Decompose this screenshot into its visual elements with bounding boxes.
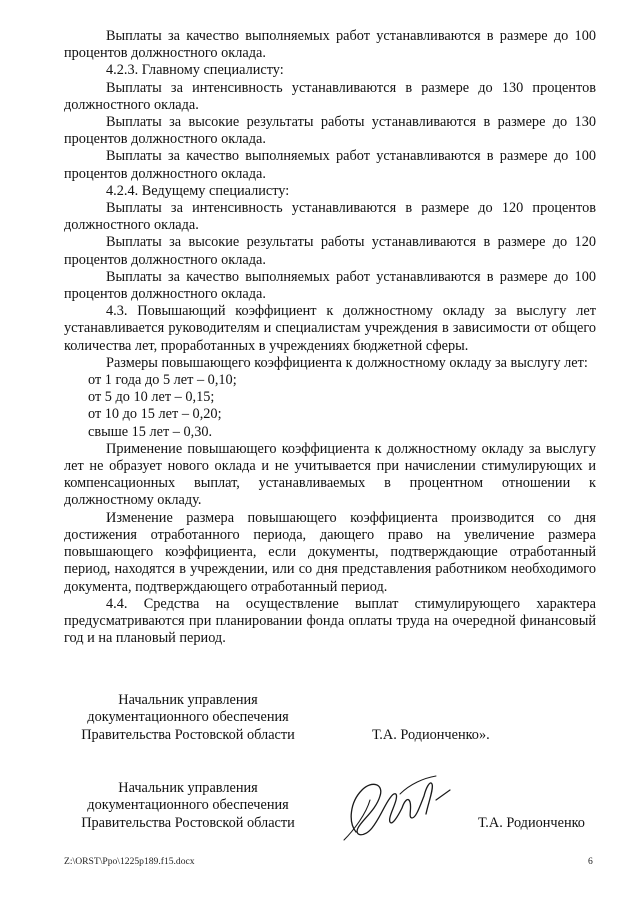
- signature-block-1-name: Т.А. Родионченко».: [372, 727, 490, 743]
- paragraph: Выплаты за высокие результаты работы устанавливаются в размере до 120 процентов должностного оклада.: [64, 234, 596, 268]
- section-heading: 4.2.3. Главному специалисту:: [106, 62, 284, 79]
- footer-file-path: Z:\ORST\Ppo\1225p189.f15.docx: [64, 856, 195, 867]
- signature-block-1-title: [60, 692, 316, 744]
- coefficient-item: от 1 года до 5 лет – 0,10;: [88, 372, 237, 389]
- paragraph: Выплаты за интенсивность устанавливаются в размере до 130 процентов должностного оклада.: [64, 79, 596, 113]
- signer-position-line: Правительства Ростовской области: [81, 814, 295, 831]
- paragraph: Выплаты за качество выполняемых работ устанавливаются в размере до 100 процентов должностного оклада.: [64, 28, 596, 62]
- signer-position-line: Начальник управления: [118, 692, 258, 708]
- coefficient-item: от 5 до 10 лет – 0,15;: [88, 389, 215, 406]
- paragraph: Выплаты за интенсивность устанавливаются в размере до 120 процентов должностного оклада.: [64, 200, 596, 234]
- coefficient-item: от 10 до 15 лет – 0,20;: [88, 406, 222, 423]
- signature-block-2-title: [60, 780, 316, 832]
- handwritten-signature: [340, 770, 460, 844]
- signature-block-2-name: Т.А. Родионченко: [478, 815, 585, 831]
- document-body: [64, 28, 596, 647]
- page-number: 6: [588, 856, 593, 867]
- signer-position-line: Правительства Ростовской области: [81, 726, 295, 743]
- signer-position-line: документационного обеспечения: [87, 709, 289, 726]
- paragraph: Выплаты за качество выполняемых работ устанавливаются в размере до 100 процентов должностного оклада.: [64, 268, 596, 303]
- signer-position-line: документационного обеспечения: [87, 797, 289, 814]
- paragraph: Изменение размера повышающего коэффициента производится со дня достижения отработанного периода, дающего право на увеличение размера повышающего коэффициента, если документы, подтверждающие отработанный период, находятся в учреждении, или со дня представления работником необходимого документа, подтверждающего отработанный период.: [64, 509, 596, 595]
- section-heading: 4.2.4. Ведущему специалисту:: [106, 182, 290, 199]
- paragraph: Размеры повышающего коэффициента к должностному окладу за выслугу лет:: [106, 354, 588, 371]
- paragraph: 4.4. Средства на осуществление выплат стимулирующего характера предусматриваются при планировании фонда оплаты труда на очередной финансовый год и на плановый период.: [64, 595, 596, 647]
- paragraph: Выплаты за качество выполняемых работ устанавливаются в размере до 100 процентов должностного оклада.: [64, 148, 596, 182]
- paragraph: 4.3. Повышающий коэффициент к должностному окладу за выслугу лет устанавливается руководителям и специалистам учреждения в зависимости от общего количества лет, проработанных в учреждениях бюджетной сферы.: [64, 303, 596, 354]
- paragraph: Выплаты за высокие результаты работы устанавливаются в размере до 130 процентов должностного оклада.: [64, 114, 596, 148]
- coefficient-item: свыше 15 лет – 0,30.: [88, 423, 213, 440]
- signer-position-line: Начальник управления: [118, 780, 258, 796]
- paragraph: Применение повышающего коэффициента к должностному окладу за выслугу лет не образует нового оклада и не учитывается при начислении стимулирующих и компенсационных выплат, устанавливаемых в процентном отношении к должностному окладу.: [64, 440, 596, 509]
